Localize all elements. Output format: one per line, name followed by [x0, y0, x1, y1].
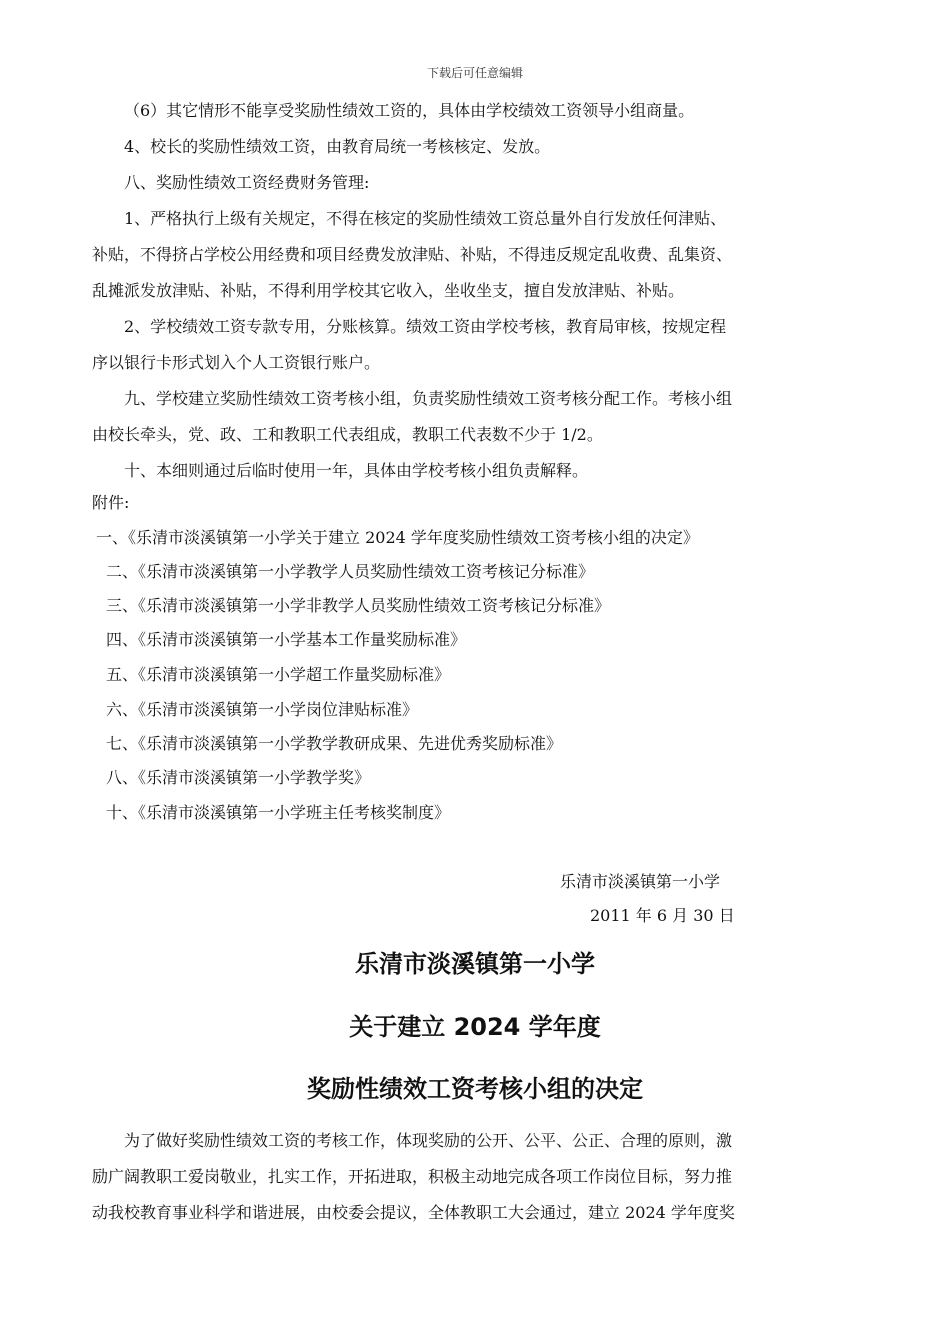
paragraph-line: 十、本细则通过后临时使用一年，具体由学校考核小组负责解释。: [124, 461, 589, 480]
attachment-item: 五、《乐清市淡溪镇第一小学超工作量奖励标准》: [106, 665, 451, 684]
doc-title-line1: 乐清市淡溪镇第一小学: [355, 950, 595, 978]
doc-title-line3: 奖励性绩效工资考核小组的决定: [307, 1075, 643, 1103]
signature-date: 2011 年 6 月 30 日: [590, 906, 735, 925]
body-line: 为了做好奖励性绩效工资的考核工作，体现奖励的公开、公平、公正、合理的原则，激: [124, 1131, 733, 1150]
paragraph-line: 4、校长的奖励性绩效工资，由教育局统一考核核定、发放。: [124, 137, 551, 156]
paragraph-line: 补贴，不得挤占学校公用经费和项目经费发放津贴、补贴，不得违反规定乱收费、乱集资、: [92, 245, 733, 264]
doc-title-line2: 关于建立 2024 学年度: [349, 1013, 601, 1041]
paragraph-line: 序以银行卡形式划入个人工资银行账户。: [92, 353, 381, 372]
body-line: 动我校教育事业科学和谐进展，由校委会提议，全体教职工大会通过，建立 2024 学年度奖: [92, 1203, 735, 1222]
attachment-item: 一、《乐清市淡溪镇第一小学关于建立 2024 学年度奖励性绩效工资考核小组的决定》: [96, 528, 699, 547]
attachment-item: 七、《乐清市淡溪镇第一小学教学教研成果、先进优秀奖励标准》: [106, 734, 563, 753]
attachment-item: 二、《乐清市淡溪镇第一小学教学人员奖励性绩效工资考核记分标准》: [106, 562, 595, 581]
attachment-item: 六、《乐清市淡溪镇第一小学岗位津贴标准》: [106, 700, 419, 719]
attachment-item: 四、《乐清市淡溪镇第一小学基本工作量奖励标准》: [106, 630, 467, 649]
paragraph-line: （6）其它情形不能享受奖励性绩效工资的，具体由学校绩效工资领导小组商量。: [124, 101, 695, 120]
attachment-item: 八、《乐清市淡溪镇第一小学教学奖》: [106, 768, 371, 787]
body-line: 励广阔教职工爱岗敬业，扎实工作，开拓进取，积极主动地完成各项工作岗位目标，努力推: [92, 1167, 733, 1186]
paragraph-line: 1、严格执行上级有关规定，不得在核定的奖励性绩效工资总量外自行发放任何津贴、: [124, 209, 727, 228]
paragraph-line: 九、学校建立奖励性绩效工资考核小组，负责奖励性绩效工资考核分配工作。考核小组: [124, 389, 733, 408]
attachment-item: 三、《乐清市淡溪镇第一小学非教学人员奖励性绩效工资考核记分标准》: [106, 596, 611, 615]
paragraph-line: 2、学校绩效工资专款专用，分账核算。绩效工资由学校考核，教育局审核，按规定程: [124, 317, 727, 336]
signature-org: 乐清市淡溪镇第一小学: [560, 872, 721, 891]
header-note: 下载后可任意编辑: [426, 66, 523, 80]
section-heading: 八、奖励性绩效工资经费财务管理:: [124, 173, 370, 192]
attachment-item: 十、《乐清市淡溪镇第一小学班主任考核奖制度》: [106, 803, 451, 822]
paragraph-line: 乱摊派发放津贴、补贴，不得利用学校其它收入，坐收坐支，擅自发放津贴、补贴。: [92, 281, 685, 300]
paragraph-line: 由校长牵头，党、政、工和教职工代表组成，教职工代表数不少于 1/2。: [92, 425, 603, 444]
attachments-heading: 附件:: [92, 493, 130, 512]
